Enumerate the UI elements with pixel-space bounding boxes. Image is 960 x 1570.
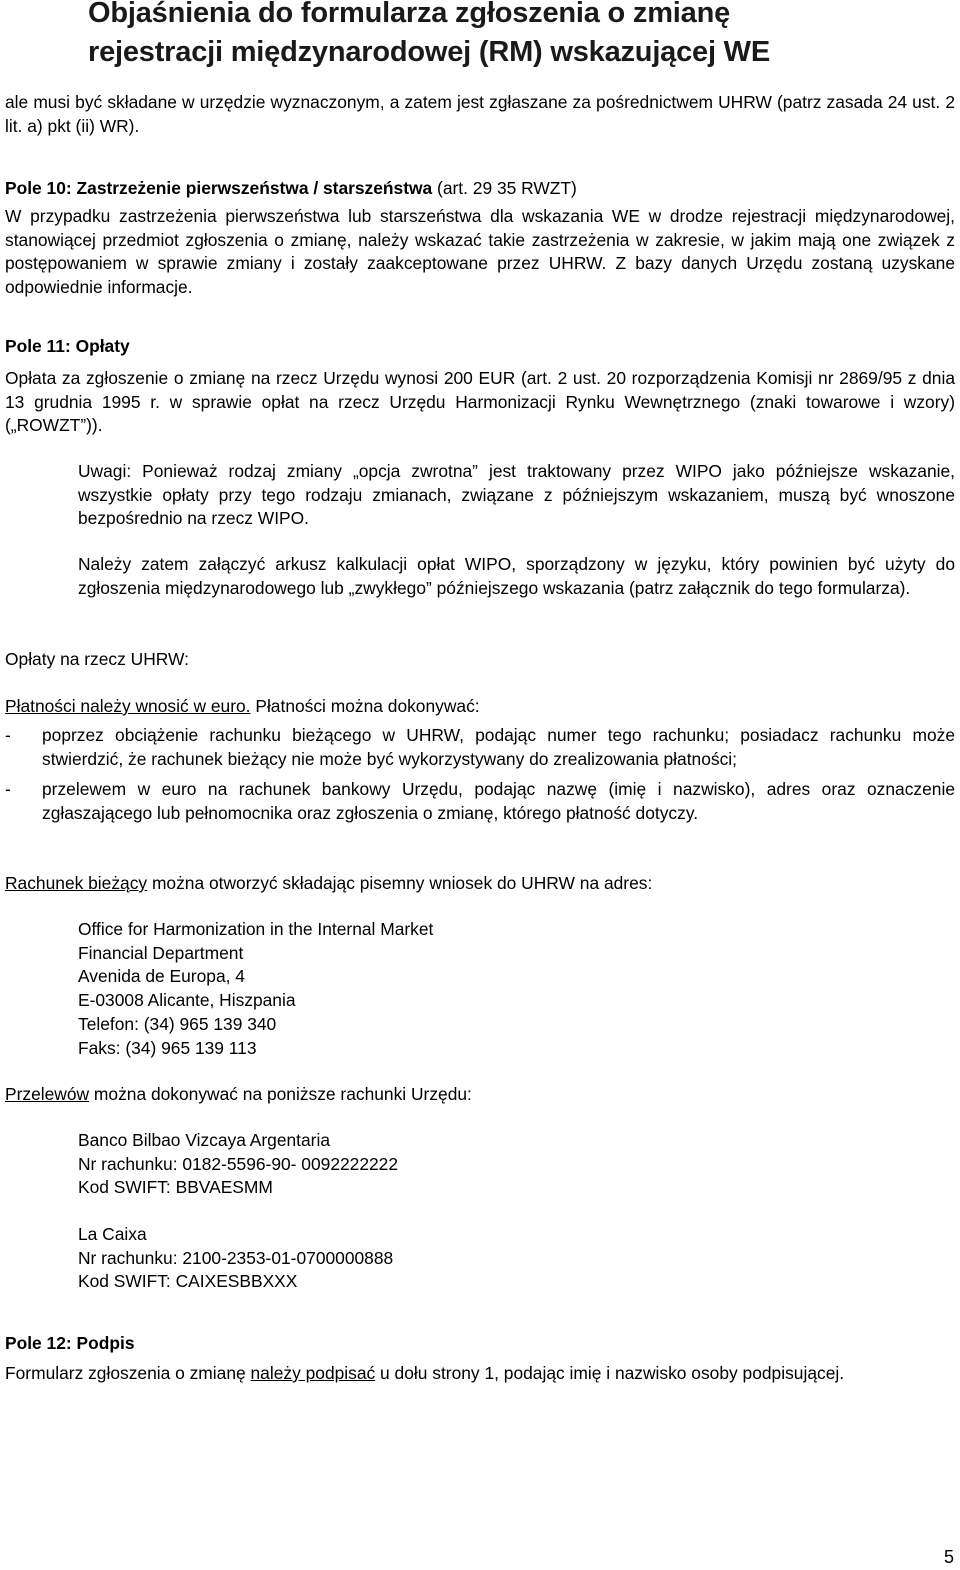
address-line: E-03008 Alicante, Hiszpania bbox=[78, 990, 296, 1011]
bank-account-2 bbox=[78, 1223, 393, 1294]
address-line: Financial Department bbox=[78, 942, 244, 963]
transfers-rest: można dokonywać na poniższe rachunki Urzędu: bbox=[89, 1084, 472, 1104]
title-line-1: Objaśnienia do formularza zgłoszenia o zmianę bbox=[88, 0, 731, 29]
address-line: Faks: (34) 965 139 113 bbox=[78, 1037, 257, 1058]
address-line: Telefon: (34) 965 139 340 bbox=[78, 1013, 277, 1034]
list-item bbox=[5, 724, 955, 771]
list-item-text: poprzez obciążenie rachunku bieżącego w UHRW, podając numer tego rachunku; posiadacz rachunku może stwierdzić, że rachunek bieżący nie może być wykorzystywany do zrealizowania płatności; bbox=[42, 725, 955, 769]
account-underlined: Rachunek bieżący bbox=[5, 873, 148, 893]
field11-note-2 bbox=[78, 553, 955, 600]
payments-line bbox=[5, 695, 955, 719]
intro-paragraph bbox=[5, 91, 955, 138]
bank-line: La Caixa bbox=[78, 1224, 147, 1244]
field10-heading-bold: Pole 10: Zastrzeżenie pierwszeństwa / starszeństwa bbox=[5, 178, 433, 198]
fees-label bbox=[5, 648, 955, 672]
field10-text: W przypadku zastrzeżenia pierwszeństwa lub starszeństwa dla wskazania WE w drodze rejestracji międzynarodowej, stanowiącej przedmiot zgłoszenia o zmianę, należy wskazać takie zastrzeżenia w zakresie, w jakim mają one związek z postępowaniem w sprawie zmiany i zostały zaakceptowane przez UHRW. Z bazy danych Urzędu zostaną uzyskane odpowiednie informacje. bbox=[5, 206, 955, 297]
account-line bbox=[5, 872, 955, 896]
list-item-text: przelewem w euro na rachunek bankowy Urzędu, podając nazwę (imię i nazwisko), adres oraz oznaczenie zgłaszającego lub pełnomocnika oraz zgłoszenia o zmianę, którego płatność dotyczy. bbox=[42, 779, 955, 823]
bank-account-1 bbox=[78, 1129, 398, 1200]
field10-heading bbox=[5, 177, 955, 201]
field11-paragraph bbox=[5, 367, 955, 438]
field12-text-underlined: należy podpisać bbox=[250, 1363, 376, 1383]
bank-line: Banco Bilbao Vizcaya Argentaria bbox=[78, 1130, 331, 1150]
field12-text-before: Formularz zgłoszenia o zmianę bbox=[5, 1363, 251, 1383]
field12-heading-text: Pole 12: Podpis bbox=[5, 1333, 135, 1353]
bank-line: Nr rachunku: 0182-5596-90- 0092222222 bbox=[78, 1153, 399, 1174]
list-item bbox=[5, 778, 955, 825]
field10-paragraph bbox=[5, 205, 955, 299]
fees-label-text: Opłaty na rzecz UHRW: bbox=[5, 649, 189, 669]
field12-paragraph bbox=[5, 1362, 955, 1386]
payment-methods-list bbox=[5, 724, 955, 825]
transfers-line bbox=[5, 1083, 955, 1107]
list-dash: - bbox=[5, 779, 11, 800]
field11-note-1 bbox=[78, 460, 955, 531]
intro-text: ale musi być składane w urzędzie wyznaczonym, a zatem jest zgłaszane za pośrednictwem UHRW (patrz zasada 24 ust. 2 lit. a) pkt (ii) WR). bbox=[5, 92, 955, 136]
field10-heading-ref: (art. 29 35 RWZT) bbox=[432, 178, 577, 198]
payments-underlined: Płatności należy wnosić w euro. bbox=[5, 696, 251, 716]
bank-line: Kod SWIFT: BBVAESMM bbox=[78, 1177, 273, 1198]
transfers-underlined: Przelewów bbox=[5, 1084, 90, 1104]
page-number: 5 bbox=[943, 1547, 954, 1567]
payments-rest: Płatności można dokonywać: bbox=[250, 696, 480, 716]
field11-heading bbox=[5, 335, 955, 359]
field11-text: Opłata za zgłoszenie o zmianę na rzecz Urzędu wynosi 200 EUR (art. 2 ust. 20 rozporządzenia Komisji nr 2869/95 z dnia 13 grudnia 1995 r. w sprawie opłat na rzecz Urzędu Harmonizacji Rynku Wewnętrznego (znaki towarowe i wzory) („ROWZT”)). bbox=[5, 368, 955, 436]
address-line: Avenida de Europa, 4 bbox=[78, 966, 245, 987]
title-line-2: rejestracji międzynarodowej (RM) wskazującej WE bbox=[88, 36, 770, 68]
office-address bbox=[78, 918, 433, 1060]
note2-text: Należy zatem załączyć arkusz kalkulacji opłat WIPO, sporządzony w języku, który powinien być użyty do zgłoszenia międzynarodowego lub „zwykłego” późniejszego wskazania (patrz załącznik do tego formularza). bbox=[78, 554, 955, 598]
address-line: Office for Harmonization in the Internal Market bbox=[78, 919, 434, 939]
list-dash: - bbox=[5, 725, 11, 745]
field11-heading-text: Pole 11: Opłaty bbox=[5, 336, 130, 356]
bank-line: Kod SWIFT: CAIXESBBXXX bbox=[78, 1271, 298, 1292]
bank-line: Nr rachunku: 2100-2353-01-0700000888 bbox=[78, 1247, 394, 1268]
account-rest: można otworzyć składając pisemny wniosek do UHRW na adres: bbox=[147, 873, 653, 893]
page-title bbox=[88, 0, 948, 72]
field12-heading bbox=[5, 1332, 955, 1356]
field12-text-after: u dołu strony 1, podając imię i nazwisko osoby podpisującej. bbox=[375, 1363, 845, 1383]
note1-text: Uwagi: Ponieważ rodzaj zmiany „opcja zwrotna” jest traktowany przez WIPO jako późniejsze wskazanie, wszystkie opłaty przy tego rodzaju zmianach, związane z późniejszym wskazaniem, muszą być wnoszone bezpośrednio na rzecz WIPO. bbox=[78, 461, 955, 529]
